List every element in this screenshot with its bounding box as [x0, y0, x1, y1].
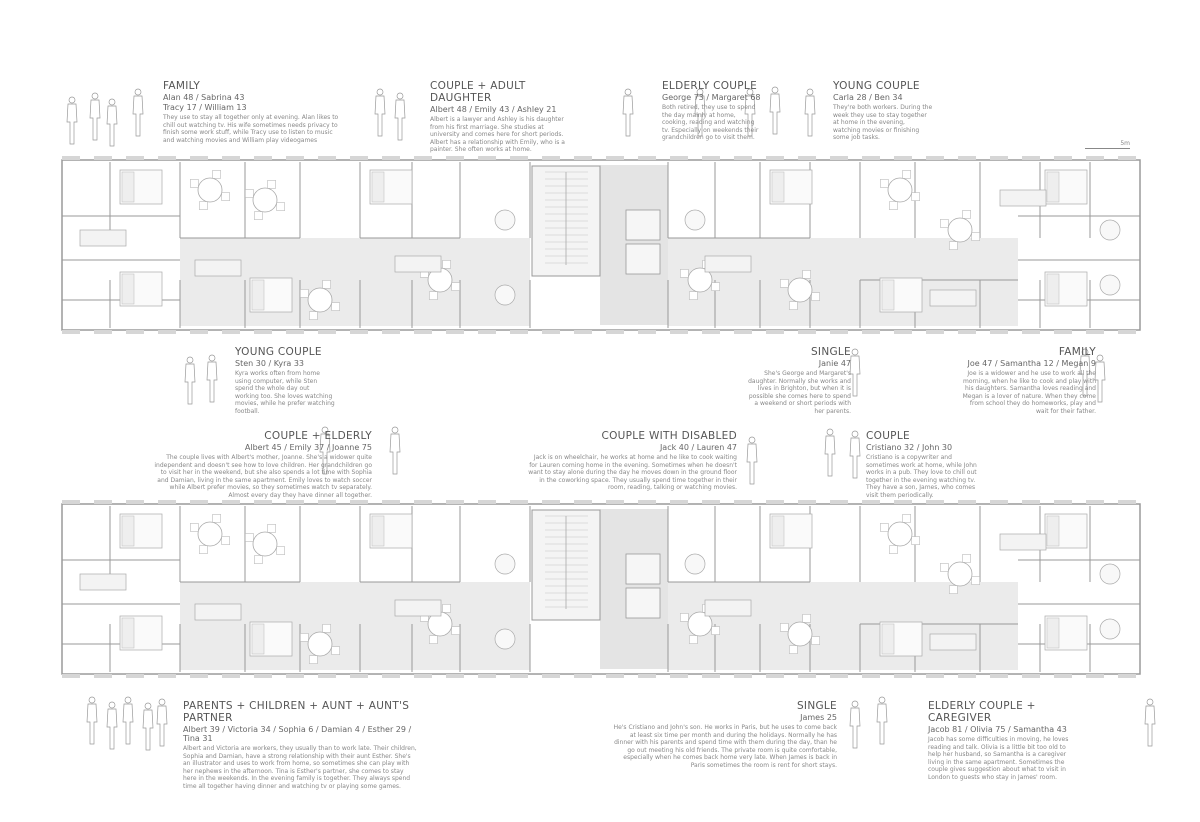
- person-figure: [850, 701, 860, 748]
- person-figure: [623, 89, 633, 136]
- caption-young-couple-mid: [235, 346, 335, 416]
- caption-title: COUPLE WITH DISABLED: [601, 430, 737, 442]
- caption-title: COUPLE + ELDERLY: [264, 430, 372, 442]
- caption-names: Cristiano 32 / John 30: [866, 443, 953, 452]
- caption-title: YOUNG COUPLE: [833, 80, 920, 92]
- caption-desc: The couple lives with Albert's mother, Joanne. She's a widower quite independent and doesn't see how to love children. Her grandchildren go to visit her in the weekend, but she also spends a lot time with Sophia and Damian, living in the same apartment. Emily loves to watch soccer while Albert prefer movies, so they sometimes watch tv separately. Almost every day they have dinner all together.: [154, 454, 372, 499]
- caption-family-mid: [956, 346, 1096, 416]
- caption-title: SINGLE: [796, 700, 837, 712]
- person-figure: [87, 697, 97, 744]
- person-figure: [850, 431, 860, 478]
- person-figure: [805, 89, 815, 136]
- caption-desc: Cristiano is a copywriter and sometimes work at home, while John works in a pub. They love to chill out together in the evening watching tv. They have a son, James, who comes visit them periodically.: [866, 454, 977, 499]
- caption-desc: Both retired, they use to spend the day mainly at home, cooking, reading and watching tv. Especially on weekends their grandchildren go to visit them.: [662, 104, 759, 142]
- person-figure: [185, 357, 195, 404]
- caption-title: YOUNG COUPLE: [235, 346, 322, 358]
- person-figure: [877, 697, 887, 744]
- caption-names: Joe 47 / Samantha 12 / Megan 9: [967, 359, 1096, 368]
- person-figure: [123, 697, 133, 744]
- caption-title: FAMILY: [1058, 346, 1096, 358]
- person-figure: [1095, 355, 1105, 402]
- caption-family: [163, 80, 343, 144]
- caption-desc: Jacob has some difficulties in moving, he loves reading and talk. Olivia is a little bit too old to help her husband, so Samantha is a caregiver living in the same apartment. Sometimes the couple gives suggestion about what to visit in London to guests who stay in James' room.: [928, 736, 1069, 781]
- person-figure: [107, 99, 117, 146]
- person-figure: [143, 703, 153, 750]
- person-figure: [850, 349, 860, 396]
- person-figure: [395, 93, 405, 140]
- caption-elderly-couple: [662, 80, 762, 142]
- caption-names: Albert 45 / Emily 37 / Joanne 75: [244, 443, 372, 452]
- caption-names: George 73 / Margaret 68: [662, 93, 761, 102]
- person-figure: [107, 702, 117, 749]
- caption-names: Jack 40 / Lauren 47: [659, 443, 737, 452]
- caption-title: SINGLE: [810, 346, 851, 358]
- caption-elderly-caregiver: [928, 700, 1078, 782]
- caption-desc: They use to stay all together only at evening. Alan likes to chill out watching tv. His wife sometimes needs privacy to finish some work stuff, while Tracy use to listen to music and watching movies and William play videogames: [163, 114, 339, 144]
- caption-title: FAMILY: [163, 80, 201, 92]
- caption-single-mid: [745, 346, 851, 416]
- caption-couple-adult-daughter: [430, 80, 565, 154]
- person-figure: [825, 429, 835, 476]
- caption-couple-disabled: [525, 430, 737, 492]
- person-figure: [133, 89, 143, 136]
- caption-names: Sten 30 / Kyra 33: [235, 359, 305, 368]
- person-figure: [67, 97, 77, 144]
- caption-names: James 25: [800, 713, 837, 722]
- caption-names: Carla 28 / Ben 34: [833, 93, 903, 102]
- caption-desc: Albert and Victoria are workers, they usually than to work late. Their children, Sophia and Damian, have a strong relationship with their aunt Esther. She's an illustrator and uses to work from home, so sometimes she can play with her nephews in the afternoon. Tina is Esther's partner, she comes to stay here in the weekends. In the evening family is together. They always spend time all together having dinner and watching tv or playing some games.: [183, 745, 417, 790]
- caption-desc: Kyra works often from home using computer, while Sten spend the whole day out working too. She loves watching movies, while he prefer watching football.: [235, 370, 335, 415]
- caption-young-couple-top: [833, 80, 933, 142]
- person-figure: [157, 699, 167, 746]
- person-figure: [90, 93, 100, 140]
- person-figure: [390, 427, 400, 474]
- caption-desc: Albert is a lawyer and Ashley is his daughter from his first marriage. She studies at university and comes here for short periods. Albert has a relationship with Emily, who is a painter. She often works at home.: [430, 116, 565, 154]
- person-figure: [207, 355, 217, 402]
- caption-title: COUPLE: [866, 430, 910, 442]
- person-figure: [1145, 699, 1155, 746]
- scale-label: 5m: [1120, 140, 1130, 147]
- caption-couple-mid: [866, 430, 986, 500]
- caption-desc: He's Cristiano and John's son. He works in Paris, but he uses to come back at least six time per month and during the holidays. Normally he has dinner with his parents and spend time with them during the day, than he go out meeting his old friends. The private room is quite comfortable, especially when he comes back home very late. When James is back in Paris sometimes the room is rent for short stays.: [613, 724, 837, 769]
- caption-names: Jacob 81 / Olivia 75 / Samantha 43: [928, 725, 1067, 734]
- person-figure: [375, 89, 385, 136]
- caption-names: Alan 48 / Sabrina 43: [163, 93, 245, 102]
- caption-title: COUPLE + ADULT DAUGHTER: [430, 80, 526, 104]
- caption-names-2: Tracy 17 / William 13: [163, 103, 247, 112]
- caption-desc: Jack is on wheelchair, he works at home and he like to cook waiting for Lauren coming home in the evening. Sometimes when he doesn't want to stay alone during the day he moves down in the ground floor in the coworking space. They usually spend time together in their room, reading, talking or watching movies.: [528, 454, 737, 492]
- caption-parents-children: [183, 700, 418, 791]
- caption-desc: She's George and Margaret's daughter. Normally she works and lives in Brighton, but when it is possible she comes here to spend a weekend or short periods with her parents.: [748, 370, 851, 415]
- caption-title: PARENTS + CHILDREN + AUNT + AUNT'S PARTNER: [183, 700, 410, 724]
- person-figure: [747, 437, 757, 484]
- caption-couple-elderly: [150, 430, 372, 500]
- caption-names: Albert 39 / Victoria 34 / Sophia 6 / Damian 4 / Esther 29 / Tina 31: [183, 725, 412, 743]
- floor-plan-top: [62, 156, 1140, 334]
- person-figure: [770, 87, 780, 134]
- scale-bar: [1085, 140, 1130, 149]
- caption-title: ELDERLY COUPLE: [662, 80, 758, 92]
- caption-desc: Joe is a widower and he use to work all the morning, when he like to cook and play with his daughters. Samantha loves reading and Megan is a lover of nature. When they come from school they do homeworks, play and wait for their father.: [962, 370, 1096, 415]
- caption-desc: They're both workers. During the week they use to stay together at home in the evening, watching movies or finishing some job tasks.: [833, 104, 933, 142]
- caption-names: Janie 47: [818, 359, 851, 368]
- floor-plan-bottom: [62, 500, 1140, 678]
- caption-single-bottom: [612, 700, 837, 770]
- caption-names: Albert 48 / Emily 43 / Ashley 21: [430, 105, 557, 114]
- caption-title: ELDERLY COUPLE + CAREGIVER: [928, 700, 1036, 724]
